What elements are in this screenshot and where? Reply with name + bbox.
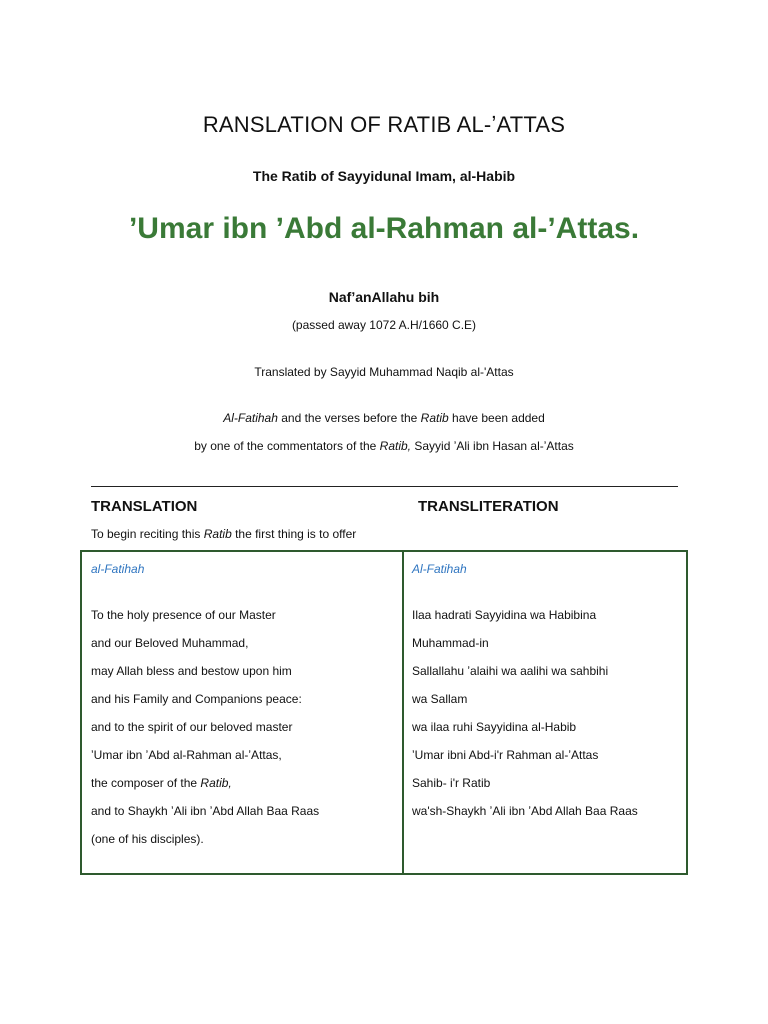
table-line-italic: Ratib, — [200, 776, 232, 790]
table-line: Ilaa hadrati Sayyidina wa Habibina — [412, 608, 597, 622]
table-line: al-Fatihah — [91, 562, 145, 576]
table-line: Sallallahu ʼalaihi wa aalihi wa sahbihi — [412, 664, 609, 678]
table-line: wa Sallam — [412, 692, 468, 706]
transliteration-heading: TRANSLITERATION — [418, 498, 559, 515]
note1-mid: and the verses before the — [277, 411, 421, 425]
table-line: wa ilaa ruhi Sayyidina al-Habib — [412, 720, 577, 734]
table-line: wa'sh-Shaykh ʼAli ibn ʼAbd Allah Baa Raas — [412, 804, 638, 818]
translation-column — [91, 561, 391, 859]
intro-end: the first thing is to offer — [231, 527, 357, 541]
nafan-line: NafʼanAllahu bih — [328, 289, 440, 305]
note-line-2 — [0, 439, 768, 453]
table-line: (one of his disciples). — [91, 832, 204, 846]
subtitle: The Ratib of Sayyidunal Imam, al-Habib — [252, 168, 516, 184]
intro-line — [91, 527, 356, 541]
table-line: and to Shaykh ʼAli ibn ʼAbd Allah Baa Raas — [91, 804, 320, 818]
note1-end: have been added — [448, 411, 545, 425]
note2-italic: Ratib, — [379, 439, 412, 453]
table-line: To the holy presence of our Master — [91, 608, 276, 622]
table-line: Muhammad-in — [412, 636, 489, 650]
note-line-1 — [0, 411, 768, 425]
translator-line: Translated by Sayyid Muhammad Naqib al-'Attas — [254, 365, 514, 379]
translation-heading: TRANSLATION — [91, 498, 198, 515]
note1-italic-a: Al-Fatihah — [223, 411, 278, 425]
table-column-divider — [402, 550, 404, 875]
table-line: may Allah bless and bestow upon him — [91, 664, 292, 678]
main-heading-name: ʼUmar ibn ʼAbd al-Rahman al-ʼAttas. — [128, 212, 640, 245]
document-title: RANSLATION OF RATIB AL-ʼATTAS — [202, 112, 566, 137]
intro-start: To begin reciting this — [91, 527, 204, 541]
table-line: and to the spirit of our beloved master — [91, 720, 293, 734]
note1-italic-b: Ratib — [420, 411, 449, 425]
horizontal-rule — [91, 486, 678, 487]
passed-away-line: (passed away 1072 A.H/1660 C.E) — [291, 318, 477, 332]
table-line: Al-Fatihah — [412, 562, 467, 576]
intro-italic: Ratib — [203, 527, 232, 541]
table-line — [91, 775, 391, 803]
note2-end: Sayyid ʼAli ibn Hasan al-ʼAttas — [411, 439, 574, 453]
table-line: ʼUmar ibni Abd-i'r Rahman al-ʼAttas — [412, 748, 599, 762]
note2-start: by one of the commentators of the — [194, 439, 380, 453]
table-line: and his Family and Companions peace: — [91, 692, 302, 706]
table-line: ʼUmar ibn ʼAbd al-Rahman al-ʼAttas, — [91, 748, 282, 762]
table-line-start: the composer of the — [91, 776, 201, 790]
table-line: and our Beloved Muhammad, — [91, 636, 249, 650]
transliteration-column — [412, 561, 682, 831]
table-line: Sahib- i'r Ratib — [412, 776, 491, 790]
